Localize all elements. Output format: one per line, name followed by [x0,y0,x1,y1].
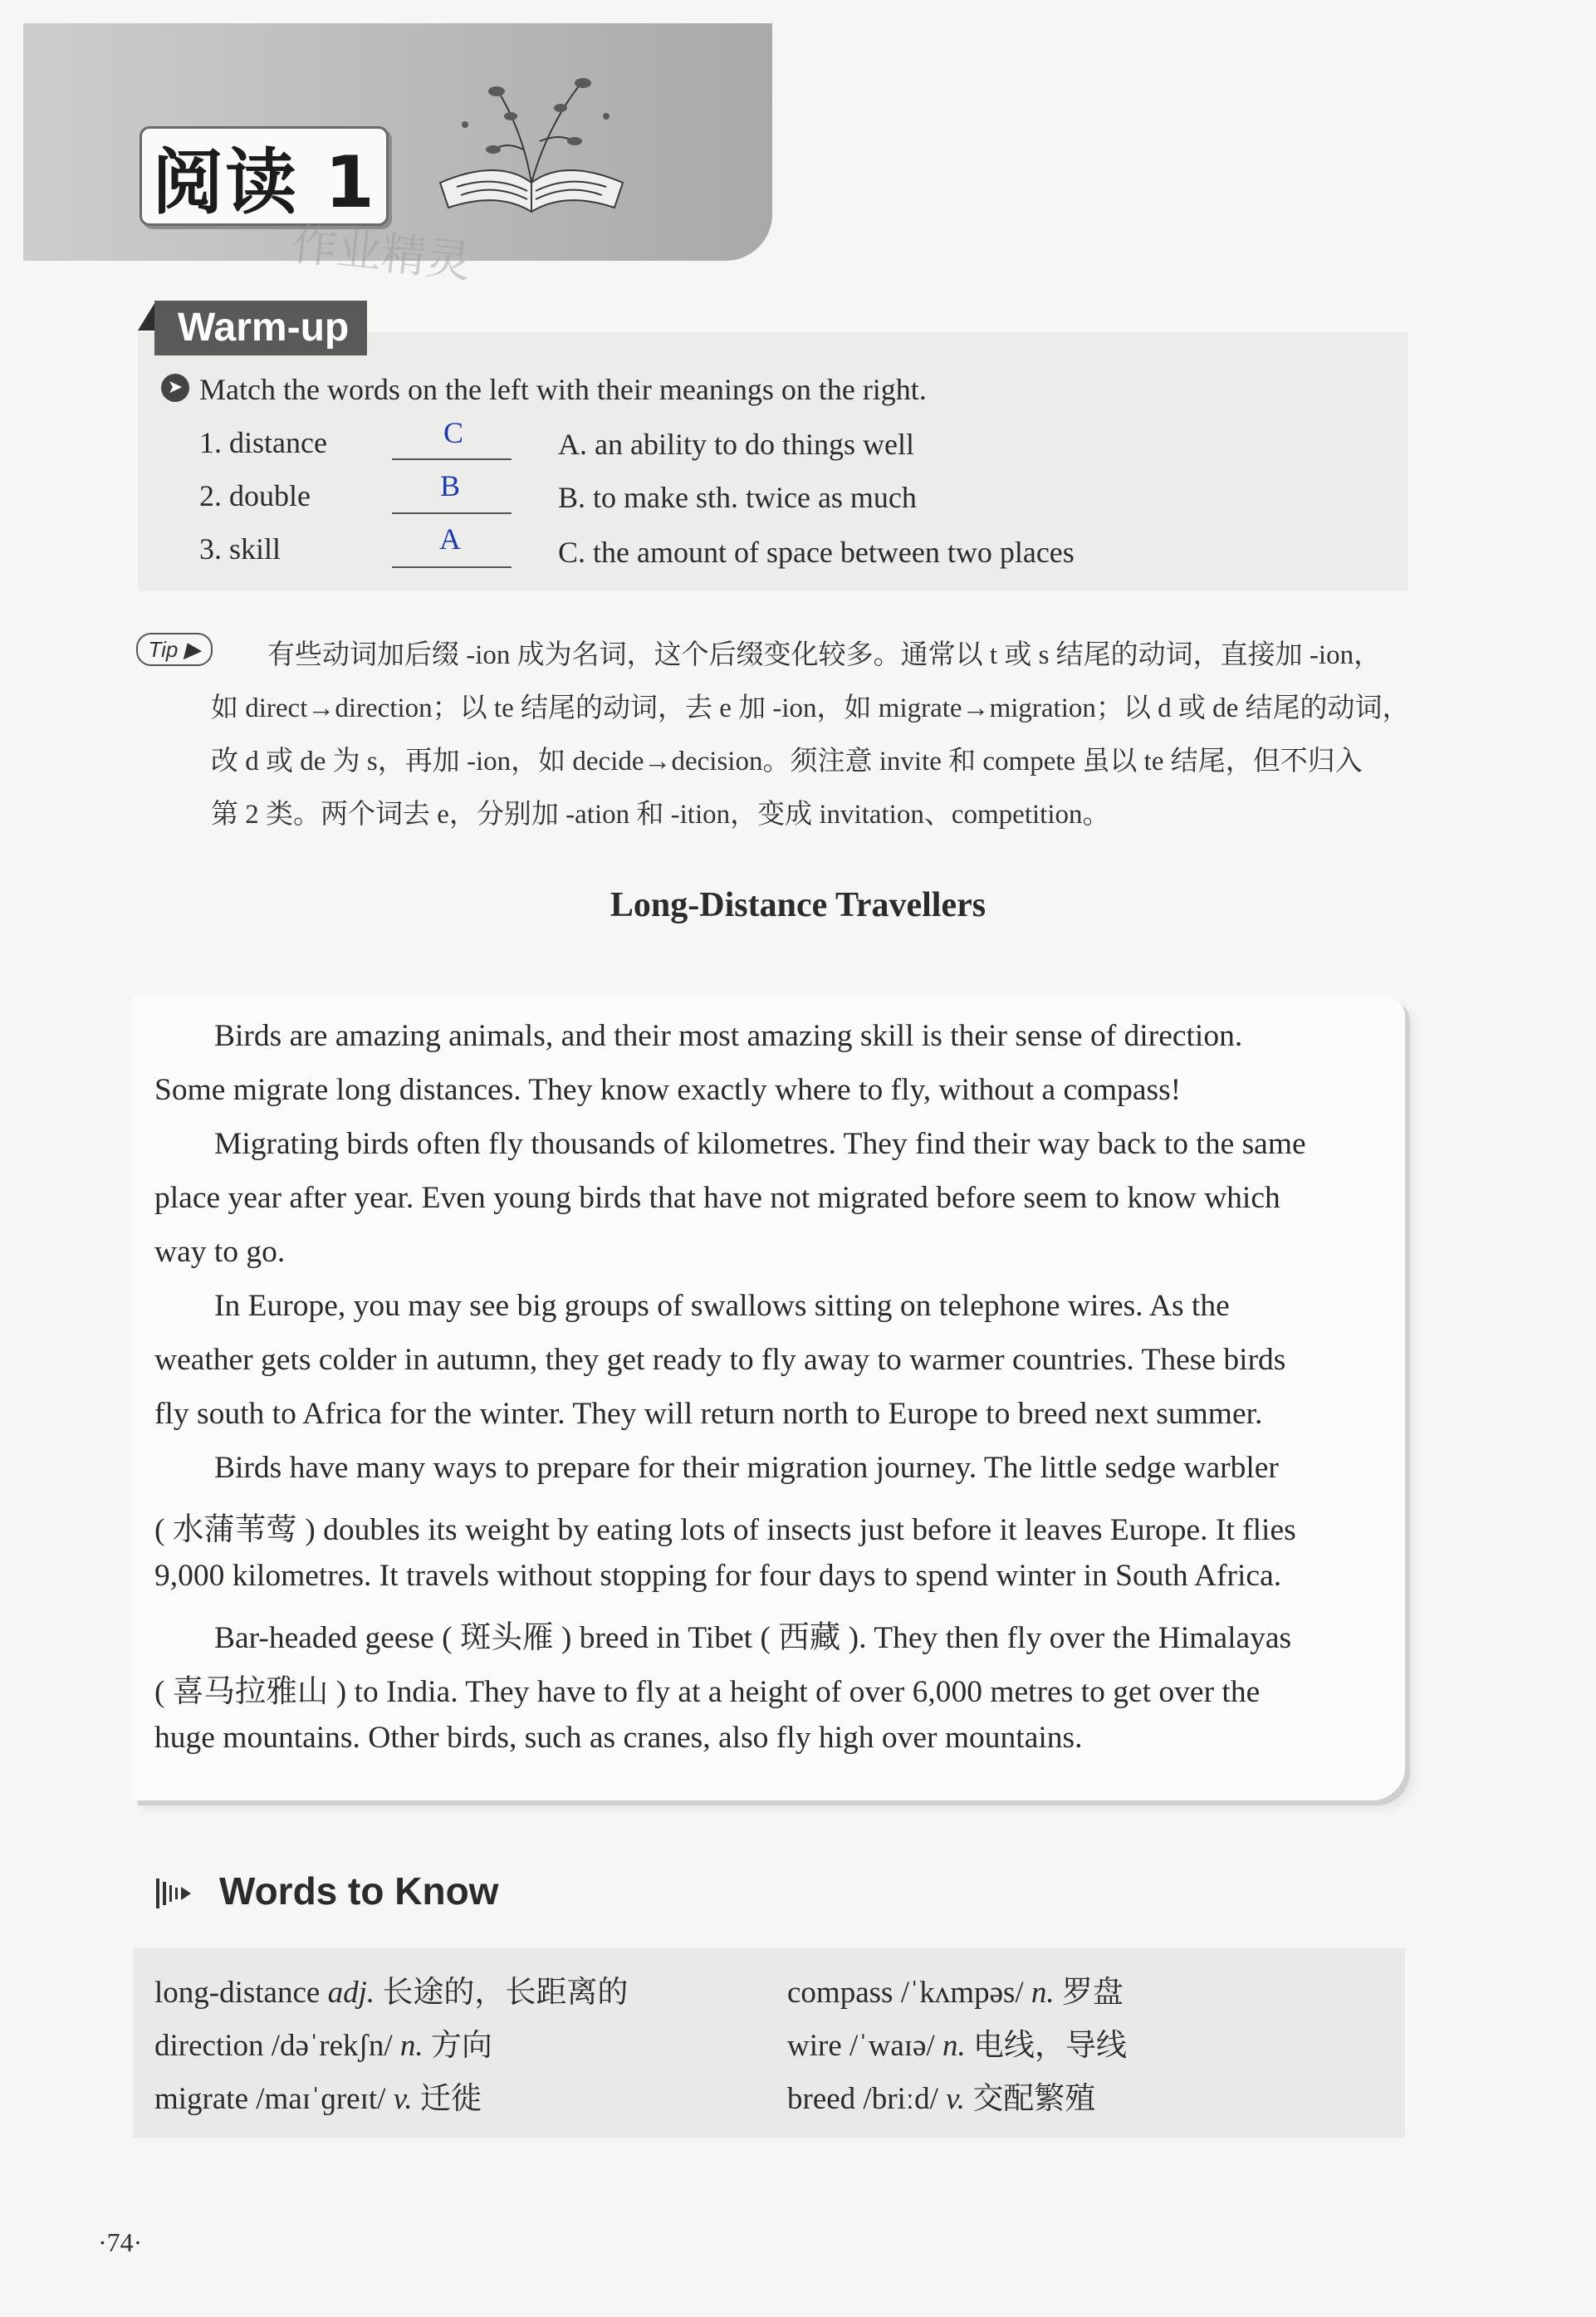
vocab-phonetic: /briːd/ [863,2082,938,2116]
warmup-meaning-3: C. the amount of space between two places [558,536,1075,569]
vocab-pos: n. [399,2029,423,2063]
article-title: Long-Distance Travellers [610,886,986,924]
vocab-word: compass [787,1976,893,2010]
passage-line-5: way to go. [154,1235,286,1269]
passage-line-7: weather gets colder in autumn, they get ready to fly away to warmer countries. These birds [154,1343,1286,1377]
warmup-blank-2 [392,512,512,514]
vocab-phonetic: /ˈkʌmpəs/ [900,1976,1024,2010]
passage-line-13: ( 喜马拉雅山 ) to India. They have to fly at a height of over 6,000 metres to get over the [154,1675,1261,1709]
vocab-entry [787,2020,1127,2065]
warmup-answer-1: C [443,416,463,449]
vocab-entry [154,2020,492,2065]
vocab-entry [154,2073,482,2118]
passage-line-8: fly south to Africa for the winter. They will return north to Europe to breed next summer. [154,1397,1263,1431]
vocab-pos: v. [946,2082,966,2116]
chapter-title-box [140,126,389,226]
vocab-pos: n. [1031,1976,1055,2010]
vocab-pos: v. [393,2082,413,2116]
page-number: ·74· [98,2227,143,2257]
vocab-phonetic: /maɪˈɡreɪt/ [256,2082,386,2116]
watermark-text: 作业精灵 [289,217,474,289]
tip-label: Tip [148,637,179,662]
open-book-illustration [407,58,648,233]
words-to-know-icon [156,1875,194,1912]
passage-line-2: Some migrate long distances. They know exactly where to fly, without a compass! [154,1073,1182,1107]
vocab-meaning: 迁徙 [419,2082,482,2116]
vocab-entry [154,1967,628,2011]
vocab-word: breed [787,2082,856,2116]
words-to-know-title: Words to Know [219,1869,499,1913]
vocab-word: migrate [154,2082,249,2116]
vocab-meaning: 电线，导线 [972,2029,1127,2063]
instruction-arrow-icon: ➤ [161,374,189,402]
tip-line-2: 如 direct→direction；以 te 结尾的动词，去 e 加 -ion，如 migrate→migration；以 d 或 de 结尾的动词， [211,693,1410,723]
passage-line-10: ( 水蒲苇莺 ) doubles its weight by eating lots of insects just before it leaves Europe. It flies [154,1513,1296,1547]
chapter-title: 阅读 1 [152,141,376,224]
passage-line-12: Bar-headed geese ( 斑头雁 ) breed in Tibet ( 西藏 ). They then fly over the Himalayas [214,1621,1292,1655]
vocab-word: direction [154,2029,264,2063]
warmup-answer-2: B [439,469,460,502]
vocab-meaning: 方向 [430,2029,492,2063]
warmup-tab-corner [138,301,156,331]
warmup-tab: Warm-up [154,301,367,355]
passage-line-14: huge mountains. Other birds, such as cranes, also fly high over mountains. [154,1721,1083,1755]
passage-line-3: Migrating birds often fly thousands of kilometres. They find their way back to the same [214,1127,1306,1161]
warmup-meaning-1: A. an ability to do things well [558,428,914,461]
warmup-blank-3 [392,566,512,568]
passage-line-4: place year after year. Even young birds that have not migrated before seem to know which [154,1181,1280,1215]
tip-line-4: 第 2 类。两个词去 e，分别加 -ation 和 -ition，变成 invitation、competition。 [211,800,1110,830]
passage-line-11: 9,000 kilometres. It travels without stopping for four days to spend winter in South Africa. [154,1559,1282,1593]
passage-line-9: Birds have many ways to prepare for their migration journey. The little sedge warbler [214,1451,1279,1485]
warmup-answer-3: A [439,522,461,556]
vocab-word: long-distance [154,1976,321,2010]
vocab-meaning: 交配繁殖 [972,2082,1096,2116]
passage-line-6: In Europe, you may see big groups of swallows sitting on telephone wires. As the [214,1289,1230,1323]
warmup-meaning-2: B. to make sth. twice as much [558,481,917,514]
warmup-word-3: 3. skill [199,532,282,566]
warmup-word-1: 1. distance [199,426,327,459]
vocab-entry [787,1967,1124,2011]
tip-icon: Tip ▶ [136,633,213,666]
vocab-meaning: 罗盘 [1061,1976,1124,2010]
vocab-phonetic: /ˈwaɪə/ [849,2029,935,2063]
tip-line-1: 有些动词加后缀 -ion 成为名词，这个后缀变化较多。通常以 t 或 s 结尾的动词，直接加 -ion， [267,640,1382,670]
warmup-instruction: Match the words on the left with their meanings on the right. [199,373,927,406]
vocab-entry [787,2073,1095,2118]
vocab-phonetic: /dəˈrekʃn/ [271,2029,393,2063]
passage-line-1: Birds are amazing animals, and their most amazing skill is their sense of direction. [214,1019,1243,1053]
warmup-blank-1 [392,458,512,460]
tip-line-3: 改 d 或 de 为 s，再加 -ion，如 decide→decision。须注意 invite 和 compete 虽以 te 结尾，但不归入 [211,747,1363,776]
warmup-word-2: 2. double [199,479,311,512]
vocab-pos: n. [942,2029,966,2063]
vocab-pos: adj. [327,1976,375,2010]
vocab-word: wire [787,2029,842,2063]
vocab-meaning: 长途的，长距离的 [382,1976,629,2010]
